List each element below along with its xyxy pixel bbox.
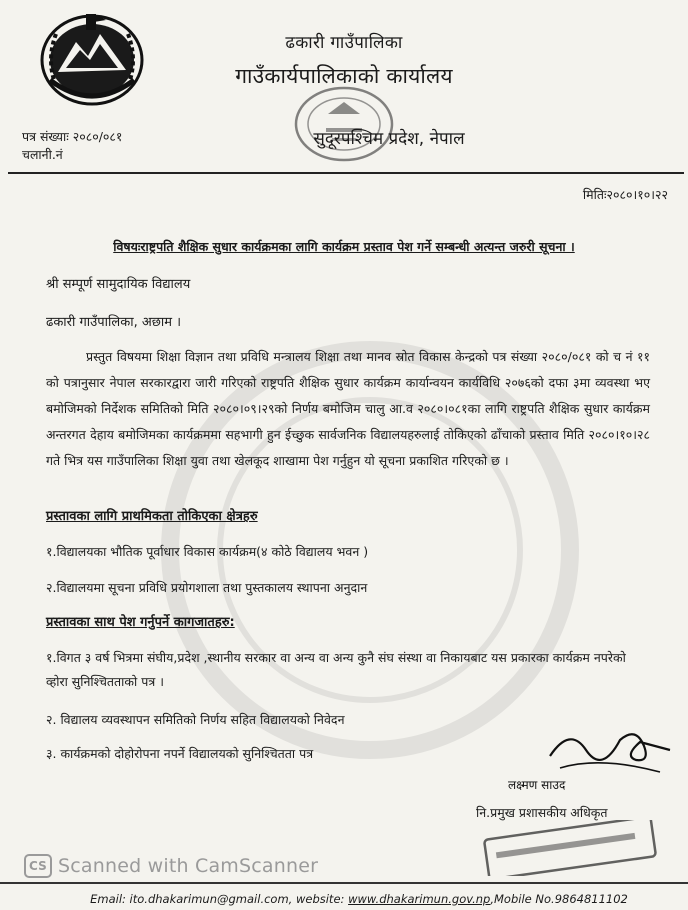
- footer-mobile: ,Mobile No.9864811102: [490, 892, 628, 906]
- footer-website-link[interactable]: www.dhakarimun.gov.np: [348, 892, 491, 906]
- addressee-line-1: श्री सम्पूर्ण सामुदायिक विद्यालय: [46, 277, 191, 292]
- priority-areas-heading: प्रस्तावका लागि प्राथमिकता तोकिएका क्षेत्रहरु: [46, 509, 258, 524]
- watermark-text: Scanned with CamScanner: [58, 855, 319, 877]
- footer-email: Email: ito.dhakarimun@gmail.com, website:: [90, 892, 349, 906]
- signatory-stamp-icon: [482, 820, 658, 876]
- required-documents-heading: प्रस्तावका साथ पेश गर्नुपर्ने कागजातहरु:: [46, 615, 235, 630]
- subject-line: [0, 238, 688, 255]
- camscanner-logo-icon: CS: [24, 854, 52, 878]
- document-item: ३. कार्यक्रमको दोहोरोपना नपर्ने विद्यालयको सुनिश्चितता पत्र: [46, 746, 314, 761]
- contact-footer: [0, 892, 688, 906]
- priority-item: २.विद्यालयमा सूचना प्रविधि प्रयोगशाला तथा पुस्तकालय स्थापना अनुदान: [46, 580, 368, 595]
- nepal-emblem-icon: [36, 8, 148, 108]
- office-seal-icon: [292, 84, 396, 164]
- footer-divider: [0, 882, 688, 884]
- priority-item: १.विद्यालयका भौतिक पूर्वाधार विकास कार्यक्रम(४ कोठे विद्यालय भवन ): [46, 544, 369, 559]
- dispatch-number: चलानी.नं: [22, 147, 63, 162]
- addressee-line-2: ढकारी गाउँपालिका, अछाम ।: [46, 315, 182, 330]
- body-paragraph: प्रस्तुत विषयमा शिक्षा विज्ञान तथा प्रविधि मन्त्रालय शिक्षा तथा मानव स्रोत विकास केन्द्रको पत्र संख्या २०८०/०८१ को च नं ११ को पत्रानुसार नेपाल सरकारद्वारा जारी गरिएको राष्ट्रपति शैक्षिक सुधार कार्यक्रम कार्यान्वयन कार्यविधि २०७६को दफा ३मा व्यवस्था भए बमोजिमको निर्देशक समितिको मिति २०८०।०९।२९को निर्णय बमोजिम चालु आ.व २०८०।०८१का लागि राष्ट्रपति शैक्षिक सुधार कार्यक्रम अन्तरगत देहाय बमोजिमका कार्यक्रममा सहभागी हुन ईच्छुक सार्वजनिक विद्यालयहरुलाई तोकिएको ढाँचाको प्रस्ताव मिति २०८०।१०।२८ गते भित्र यस गाउँपालिका शिक्षा युवा तथा खेलकूद शाखामा पेश गर्नुहुन यो सूचना प्रकाशित गरिएको छ ।: [46, 349, 650, 468]
- signatory-title: नि.प्रमुख प्रशासकीय अधिकृत: [476, 805, 608, 820]
- header-divider: [8, 172, 684, 174]
- document-item: १.विगत ३ वर्ष भित्रमा संघीय,प्रदेश ,स्थानीय सरकार वा अन्य वा अन्य कुनै संघ संस्था वा निकायबाट यस प्रकारका कार्यक्रम नपरेको व्होरा सुनिश्चितताको पत्र ।: [46, 650, 626, 689]
- subject-text: विषयःराष्ट्रपति शैक्षिक सुधार कार्यक्रमका लागि कार्यक्रम प्रस्ताव पेश गर्ने सम्बन्धी अत्यन्त जरुरी सूचना ।: [113, 239, 575, 254]
- municipality-name: ढकारी गाउँपालिका: [285, 33, 403, 53]
- camscanner-watermark: [24, 854, 318, 878]
- office-name: गाउँकार्यपालिकाको कार्यालय: [235, 64, 453, 88]
- reference-number: पत्र संख्याः २०८०/०८१: [22, 129, 123, 144]
- signatory-name: लक्ष्मण साउद: [508, 778, 566, 792]
- notice-date: मितिः२०८०।१०।२२: [582, 187, 668, 202]
- office-address: सुदूरपश्चिम प्रदेश, नेपाल: [313, 129, 465, 149]
- document-item: २. विद्यालय व्यवस्थापन समितिको निर्णय सहित विद्यालयको निवेदन: [46, 712, 345, 727]
